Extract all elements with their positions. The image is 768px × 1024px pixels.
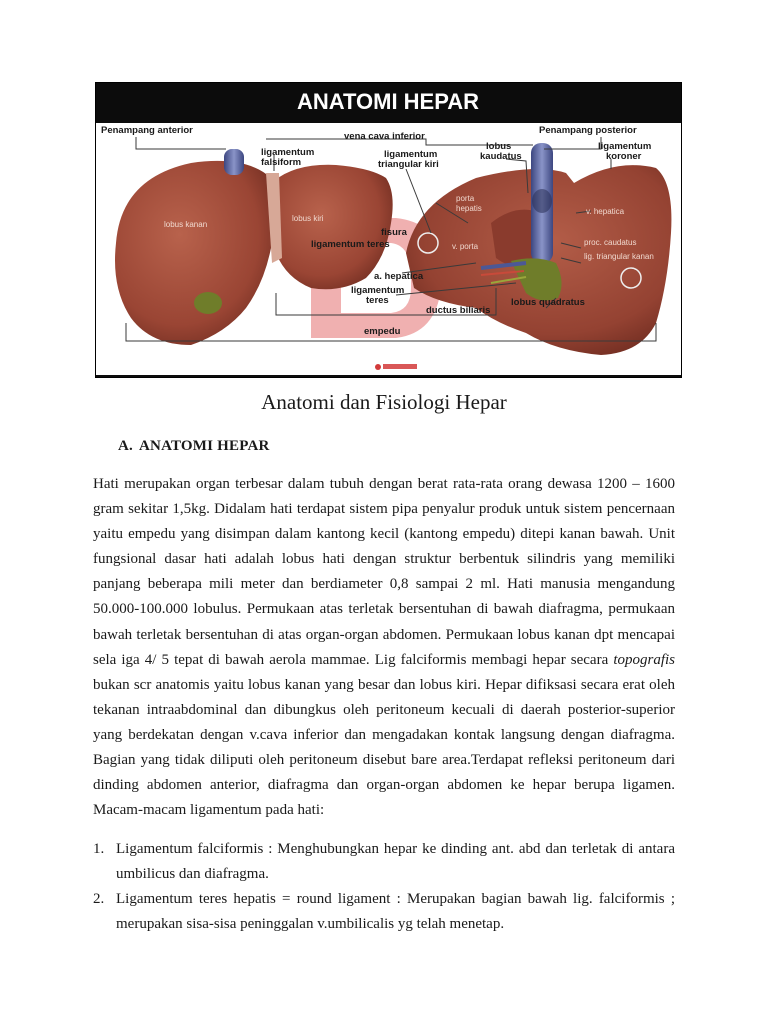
- label-lobus-kiri: lobus kiri: [292, 214, 324, 223]
- list-item: [93, 887, 675, 937]
- list-item-number: 1.: [93, 841, 105, 857]
- label-ligamentum-falsiform-1: ligamentum: [261, 147, 315, 158]
- label-lobus-quadratus: lobus quadratus: [511, 297, 585, 308]
- label-lobus-kaudatus-2: kaudatus: [480, 151, 522, 162]
- label-lobus-kanan: lobus kanan: [164, 220, 208, 229]
- label-porta-hepatis-2: hepatis: [456, 204, 482, 213]
- label-v-porta: v. porta: [452, 242, 479, 251]
- label-a-hepatica: a. hepatica: [374, 271, 424, 282]
- figure-title: ANATOMI HEPAR: [296, 89, 480, 114]
- liver-anatomy-figure: [95, 82, 682, 378]
- paragraph-part-1: Hati merupakan organ terbesar dalam tubuh dengan berat rata-rata orang dewasa 1200 – 1600 gram sekitar 1,5kg. Didalam hati terdapat sistem pipa penyalur produk untuk sistem pencernaan yaitu empedu yang disimpan dalam kantong kecil (kantong empedu) ditepi kanan bawah. Unit fungsional dasar hati adalah lobus hati dengan struktur berbentuk silindris yang memiliki panjang beberapa mili meter dan berdiameter 0,8 sampai 2 ml. Hati manusia mengandung 50.000-100.000 lobulus. Permukaan atas terletak bersentuhan di bawah diafragma, permukaan bawah terletak bersentuhan di atas organ-organ abdomen. Permukaan lobus kanan dpt mencapai sela iga 4/ 5 tepat di bawah aerola mammae. Lig falciformis membagi hepar secara: [93, 476, 675, 668]
- label-ligamentum-koroner-1: ligamentum: [598, 141, 652, 152]
- gallbladder-anterior-icon: [194, 292, 222, 314]
- label-ligamentum-koroner-2: koroner: [606, 151, 642, 162]
- label-penampang-anterior: Penampang anterior: [101, 125, 193, 136]
- label-fisura-1: fisura: [381, 227, 407, 238]
- document-title: Anatomi dan Fisiologi Hepar: [261, 390, 507, 414]
- paragraph-emphasis: topografis: [613, 651, 675, 668]
- label-vena-cava-inferior: vena cava inferior: [344, 131, 425, 142]
- label-porta-hepatis-1: porta: [456, 194, 475, 203]
- label-ductus-biliaris: ductus biliaris: [426, 305, 491, 316]
- list-item-number: 2.: [93, 891, 105, 907]
- label-proc-caudatus: proc. caudatus: [584, 238, 637, 247]
- vena-hepatica-opening-icon: [532, 189, 552, 213]
- body-paragraph: [93, 472, 675, 823]
- paragraph-part-2: bukan scr anatomis yaitu lobus kanan yang besar dan lobus kiri. Hepar difiksasi secara erat oleh tekanan intraabdominal dan dibungkus oleh peritoneum kecuali di daerah posterior-superior yang berdekatan dengan v.cava inferior dan mengadakan kontak langsung dengan diafragma. Bagian yang tidak diliputi oleh peritoneum disebut bare area.Terdapat refleksi peritoneum dari dinding abdomen anterior, diafragma dan organ-organ abdomen ke hepar berupa ligamen. Macam-macam ligamentum pada hati:: [93, 676, 675, 819]
- section-number: A.: [118, 438, 133, 454]
- list-item-text: Ligamentum falciformis : Menghubungkan hepar ke dinding ant. abd dan terletak di antara umbilicus dan diafragma.: [116, 841, 675, 882]
- label-ligamentum-teres-1: ligamentum: [351, 285, 405, 296]
- label-ligamentum-teres-2: teres: [366, 295, 389, 306]
- label-lig-triangular-kanan: lig. triangular kanan: [584, 252, 654, 261]
- label-penampang-posterior: Penampang posterior: [539, 125, 637, 136]
- label-ligamentum-triangular-1: ligamentum: [384, 149, 438, 160]
- section-heading: [118, 438, 270, 455]
- liver-anatomy-illustration: [96, 83, 681, 377]
- list-item-text: Ligamentum teres hepatis = round ligament : Merupakan bagian bawah lig. falciformis ; merupakan sisa-sisa peninggalan v.umbilicalis yg telah menetap.: [116, 891, 675, 932]
- label-empedu: empedu: [364, 326, 401, 337]
- section-title: ANATOMI HEPAR: [139, 438, 270, 454]
- ligament-list: [93, 837, 675, 937]
- label-ligamentum-falsiform-2: falsiform: [261, 157, 302, 168]
- list-item: [93, 837, 675, 887]
- vena-cava-anterior-icon: [224, 149, 244, 175]
- label-lobus-kaudatus-1: lobus: [486, 141, 512, 152]
- label-v-hepatica: v. hepatica: [586, 207, 625, 216]
- label-ligamentum-triangular-2: triangular kiri: [378, 159, 439, 170]
- label-fisura-2: ligamentum teres: [311, 239, 390, 250]
